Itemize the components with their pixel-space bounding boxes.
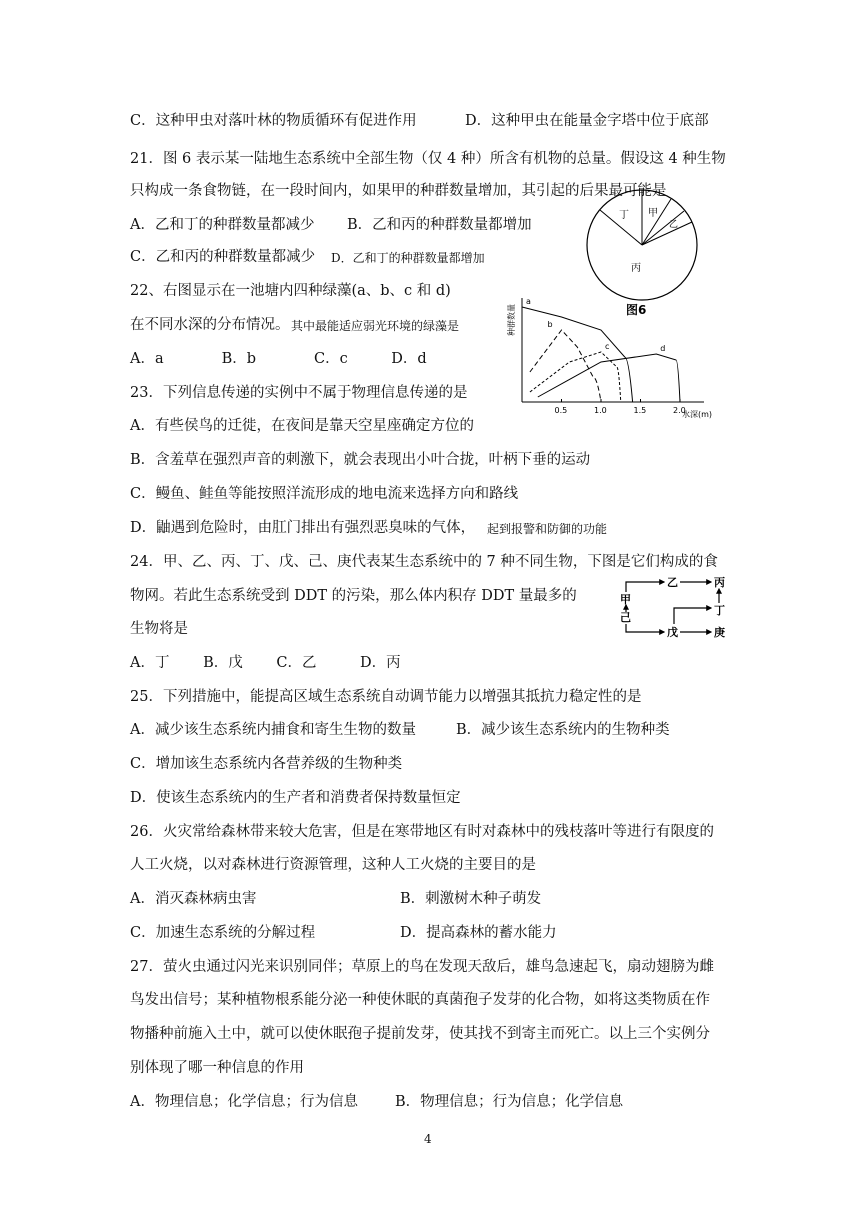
node-yi: 乙 <box>667 576 678 589</box>
x-tick-label: 1.5 <box>633 406 647 415</box>
question-27-option-b: B．物理信息；行为信息；化学信息 <box>395 1094 624 1110</box>
node-ji: 己 <box>620 611 631 624</box>
node-ding: 丁 <box>714 604 725 617</box>
pie-label-bing: 丙 <box>631 263 641 274</box>
food-web-diagram <box>620 574 732 644</box>
question-21-stem-2: 只构成一条食物链，在一段时间内，如果甲的种群数量增加，其引起的后果最可能是 <box>130 183 667 199</box>
pie-label-yi: 乙 <box>669 220 679 230</box>
node-geng: 庚 <box>714 626 725 639</box>
question-27-stem-4: 别体现了哪一种信息的作用 <box>130 1060 304 1076</box>
series-c-line <box>530 352 621 402</box>
y-axis-label: 种群数量 <box>507 304 516 336</box>
node-wu: 戊 <box>667 626 678 639</box>
series-b-line <box>530 330 601 402</box>
question-24-options: A．丁 B．戊 C．乙 D．丙 <box>130 655 401 671</box>
question-22-stem-3: 其中最能适应弱光环境的绿藻是 <box>291 319 460 333</box>
series-c-label: c <box>605 342 610 351</box>
question-21-option-a: A．乙和丁的种群数量都减少 <box>130 217 315 233</box>
question-26-option-b: B．刺激树木种子萌发 <box>400 891 542 907</box>
question-25-option-b: B．减少该生态系统内的生物种类 <box>456 722 670 738</box>
question-21-option-b: B．乙和丙的种群数量都增加 <box>347 217 532 233</box>
series-d-line <box>538 354 680 402</box>
question-26-stem-2: 人工火烧，以对森林进行资源管理，这种人工火烧的主要目的是 <box>130 857 536 873</box>
question-25-option-a: A．减少该生态系统内捕食和寄生生物的数量 <box>130 722 416 738</box>
question-22-stem-1: 22、右图显示在一池塘内四种绿藻(a、b、c 和 d) <box>130 283 451 299</box>
question-21-stem-1: 21．图 6 表示某一陆地生态系统中全部生物（仅 4 种）所含有机物的总量。假设这 4 种生物 <box>130 151 726 167</box>
node-bing: 丙 <box>714 576 725 589</box>
question-22-options: A．a B．b C．c D．d <box>130 351 427 367</box>
series-b-label: b <box>547 320 553 329</box>
pie-caption: 图6 <box>626 303 647 317</box>
option-21c-prev: C．这种甲虫对落叶林的物质循环有促进作用 <box>130 113 417 129</box>
question-27-stem-2: 鸟发出信号；某种植物根系能分泌一种使休眠的真菌孢子发芽的化合物，如将这类物质在作 <box>130 992 710 1008</box>
question-24-stem-1: 24．甲、乙、丙、丁、戊、己、庚代表某生态系统中的 7 种不同生物，下图是它们构成的食 <box>130 554 718 570</box>
question-24-stem-3: 生物将是 <box>130 621 188 637</box>
x-tick-label: 1.0 <box>594 406 607 415</box>
question-24-stem-2: 物网。若此生态系统受到 DDT 的污染，那么体内积存 DDT 量最多的 <box>130 588 577 604</box>
page-number: 4 <box>424 1132 432 1146</box>
question-21-option-c: C．乙和丙的种群数量都减少 <box>130 249 316 265</box>
question-23-option-b: B．含羞草在强烈声音的刺激下，就会表现出小叶合拢，叶柄下垂的运动 <box>130 452 591 468</box>
pie-label-jia: 甲 <box>648 208 658 219</box>
question-25-option-d: D．使该生态系统内的生产者和消费者保持数量恒定 <box>130 790 461 806</box>
series-a-line <box>522 307 633 402</box>
x-tick-label: 0.5 <box>554 406 568 415</box>
question-27-option-a: A．物理信息；化学信息；行为信息 <box>130 1094 358 1110</box>
node-jia: 甲 <box>620 593 631 606</box>
question-23-option-a: A．有些侯鸟的迁徙，在夜间是靠天空星座确定方位的 <box>130 418 474 434</box>
question-26-option-d: D．提高森林的蓄水能力 <box>400 925 557 941</box>
question-26-option-a: A．消灭森林病虫害 <box>130 891 257 907</box>
question-22-stem-2: 在不同水深的分布情况。 <box>130 317 290 333</box>
question-23-option-c: C．鳗鱼、鲑鱼等能按照洋流形成的地电流来选择方向和路线 <box>130 486 519 502</box>
question-21-option-d: D．乙和丁的种群数量都增加 <box>331 251 485 265</box>
question-23-option-d-tail: 起到报警和防御的功能 <box>487 522 608 536</box>
question-25-option-c: C．增加该生态系统内各营养级的生物种类 <box>130 756 403 772</box>
series-d-label: d <box>660 344 666 353</box>
x-tick-label: 2.0 <box>673 406 686 415</box>
question-23-option-d: D．鼬遇到危险时，由肛门排出有强烈恶臭味的气体， <box>130 520 476 536</box>
series-a-label: a <box>526 297 531 306</box>
question-27-stem-3: 物播种前施入土中，就可以使休眠孢子提前发芽，使其找不到寄主而死亡。以上三个实例分 <box>130 1026 710 1042</box>
option-d-prev: D．这种甲虫在能量金字塔中位于底部 <box>465 113 709 129</box>
question-26-option-c: C．加速生态系统的分解过程 <box>130 925 316 941</box>
question-25-stem: 25．下列措施中，能提高区域生态系统自动调节能力以增强其抵抗力稳定性的是 <box>130 689 642 705</box>
question-26-stem-1: 26．火灾常给森林带来较大危害，但是在寒带地区有时对森林中的残枝落叶等进行有限度的 <box>130 824 714 840</box>
question-27-stem-1: 27．萤火虫通过闪光来识别同伴；草原上的鸟在发现天敌后，雄鸟急速起飞，扇动翅膀为雌 <box>130 959 714 975</box>
question-23-stem: 23．下列信息传递的实例中不属于物理信息传递的是 <box>130 385 468 401</box>
x-axis-label: 水深(m) <box>682 410 713 419</box>
algae-depth-chart <box>498 290 730 422</box>
pie-label-ding: 丁 <box>619 210 629 221</box>
